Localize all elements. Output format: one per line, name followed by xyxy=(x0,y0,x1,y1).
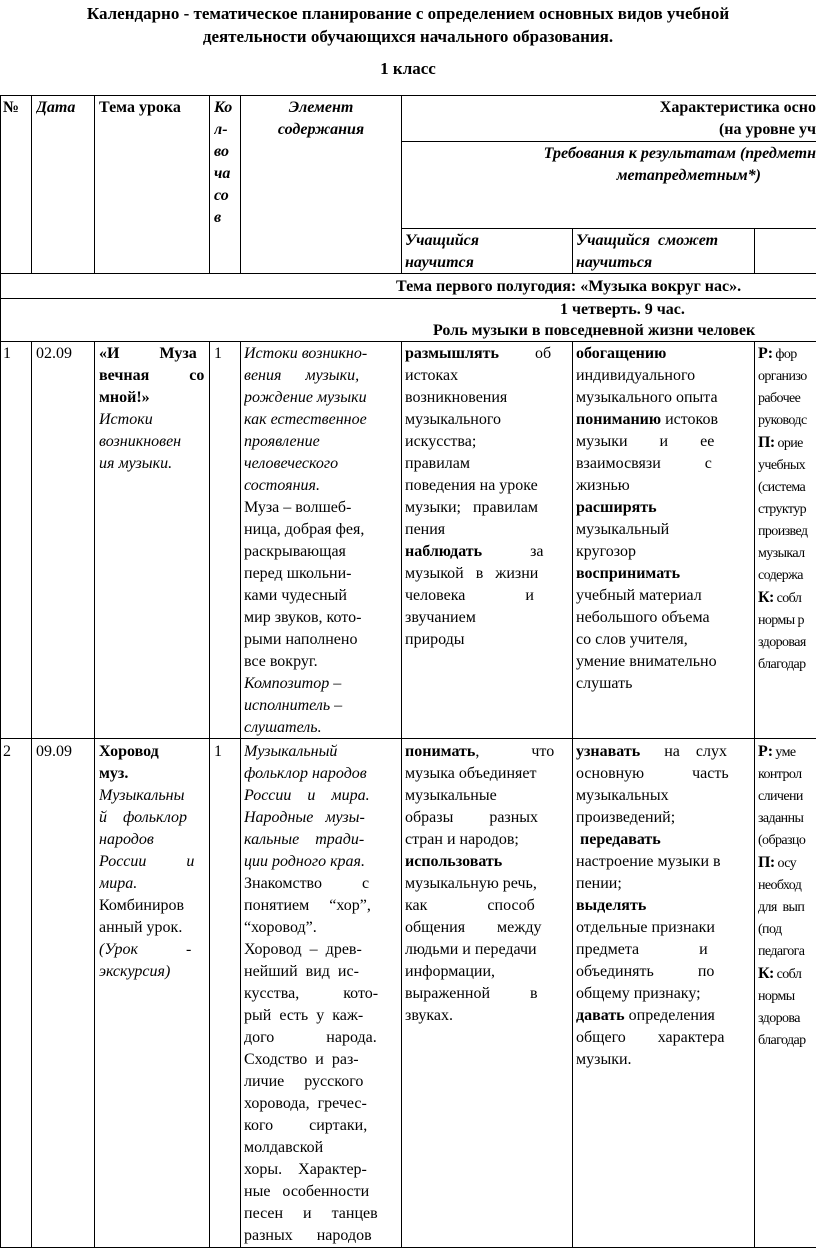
header-topic: Тема урока xyxy=(99,99,181,116)
header-characteristic: Характеристика осно xyxy=(659,99,816,116)
row-can-learn: узнавать на слух основную часть музыкальных произведений; передавать настроение музыки в пении; выделять отдельные признаки предмета и объединять по общему признаку; давать определения общего характера музыки. xyxy=(576,743,729,1068)
header-hours: Ко л- во ча со в xyxy=(214,99,233,226)
role-label: Роль музыки в повседневной жизни человек xyxy=(433,322,756,339)
document-title-line2: деятельности обучающихся начального образования. xyxy=(202,27,614,46)
topic-subtitle: Музыкальны й фольклор народов России и мира. xyxy=(99,787,195,892)
header-will-learn: Учащийся научится xyxy=(405,232,479,271)
element-italic: Истоки возникно- вения музыки, рождение музыки как естественное проявление человеческого состояния. xyxy=(244,345,368,494)
row-num: 2 xyxy=(3,743,11,760)
element-italic: Музыкальный фольклор народов России и мира. Народные музы- кальные тради- ции родного края. xyxy=(244,743,370,870)
topic-note: (Урок - экскурсия) xyxy=(99,941,192,980)
header-date: Дата xyxy=(36,99,76,116)
header-can-learn: Учащийся сможет научиться xyxy=(576,232,719,271)
row-uud: Р: фор организо рабочее руководс П: орие учебных (система структур произвед музыкал содержа К: собл нормы р здоровая благодар xyxy=(758,345,808,672)
header-num: № xyxy=(3,99,20,116)
grade-label: 1 класс xyxy=(380,59,436,78)
row-num: 1 xyxy=(3,345,11,362)
element-text: Муза – волшеб- ница, добрая фея, раскрывающая перед школьни- ками чудесный мир звуков, кото- рыми наполнено все вокруг. xyxy=(244,499,365,670)
element-text: Знакомство с понятием “хор”, “хоровод”. Хоровод – древ- нейший вид ис- кусства, кото- рый есть у каж- дого народа. Сходство и раз- личие русского хоровода, гречес- кого сиртаки, молдавской хоры. Характер- ные особенности песен и танцев разных народов xyxy=(244,875,379,1244)
header-characteristic-sub: (на уровне уч xyxy=(718,121,816,138)
quarter-label: 1 четверть. 9 час. xyxy=(560,301,685,318)
header-requirements-sub: метапредметным*) xyxy=(616,167,761,184)
row-date: 02.09 xyxy=(36,345,72,362)
topic-subtitle: Истоки возникновен ия музыки. xyxy=(99,411,182,472)
header-requirements: Требования к результатам (предметн xyxy=(543,145,816,162)
row-hours: 1 xyxy=(214,743,222,760)
row-will-learn: понимать, что музыка объединяет музыкальные образы разных стран и народов; использовать музыкальную речь, как способ общения между людьми и передачи информации, выраженной в звуках. xyxy=(405,743,555,1024)
row-date: 09.09 xyxy=(36,743,72,760)
topic-title: «И Муза вечная со мной!» xyxy=(99,345,205,406)
row-can-learn: обогащению индивидуального музыкального опыта пониманию истоков музыки и ее взаимосвязи с жизнью расширять музыкальный кругозор воспринимать учебный материал небольшого объема со слов учителя, умение внимательно слушать xyxy=(576,345,719,692)
topic-lesson-type: Комбиниров анный урок. xyxy=(99,897,185,936)
row-element xyxy=(244,343,400,739)
row-will-learn: размышлять об истоках возникновения музыкального искусства; правилам поведения на уроке музыки; правилам пения наблюдать за музыкой в жизни человека и звучанием природы xyxy=(405,345,552,648)
element-italic-2: Композитор – исполнитель – слушатель. xyxy=(244,675,343,736)
row-topic xyxy=(99,343,209,475)
row-uud: Р: уме контрол сличени заданны (образцо П: осу необход для вып (под педагога К: собл нормы здорова благодар xyxy=(758,743,806,1048)
document-title-line1: Календарно - тематическое планирование с определением основных видов учебной xyxy=(86,4,730,23)
row-hours: 1 xyxy=(214,345,222,362)
topic-title: Хоровод муз. xyxy=(99,743,159,782)
row-topic xyxy=(99,741,209,983)
row-element xyxy=(244,741,400,1247)
header-element: Элемент содержания xyxy=(277,99,365,138)
semester-theme: Тема первого полугодия: «Музыка вокруг нас». xyxy=(396,278,742,295)
